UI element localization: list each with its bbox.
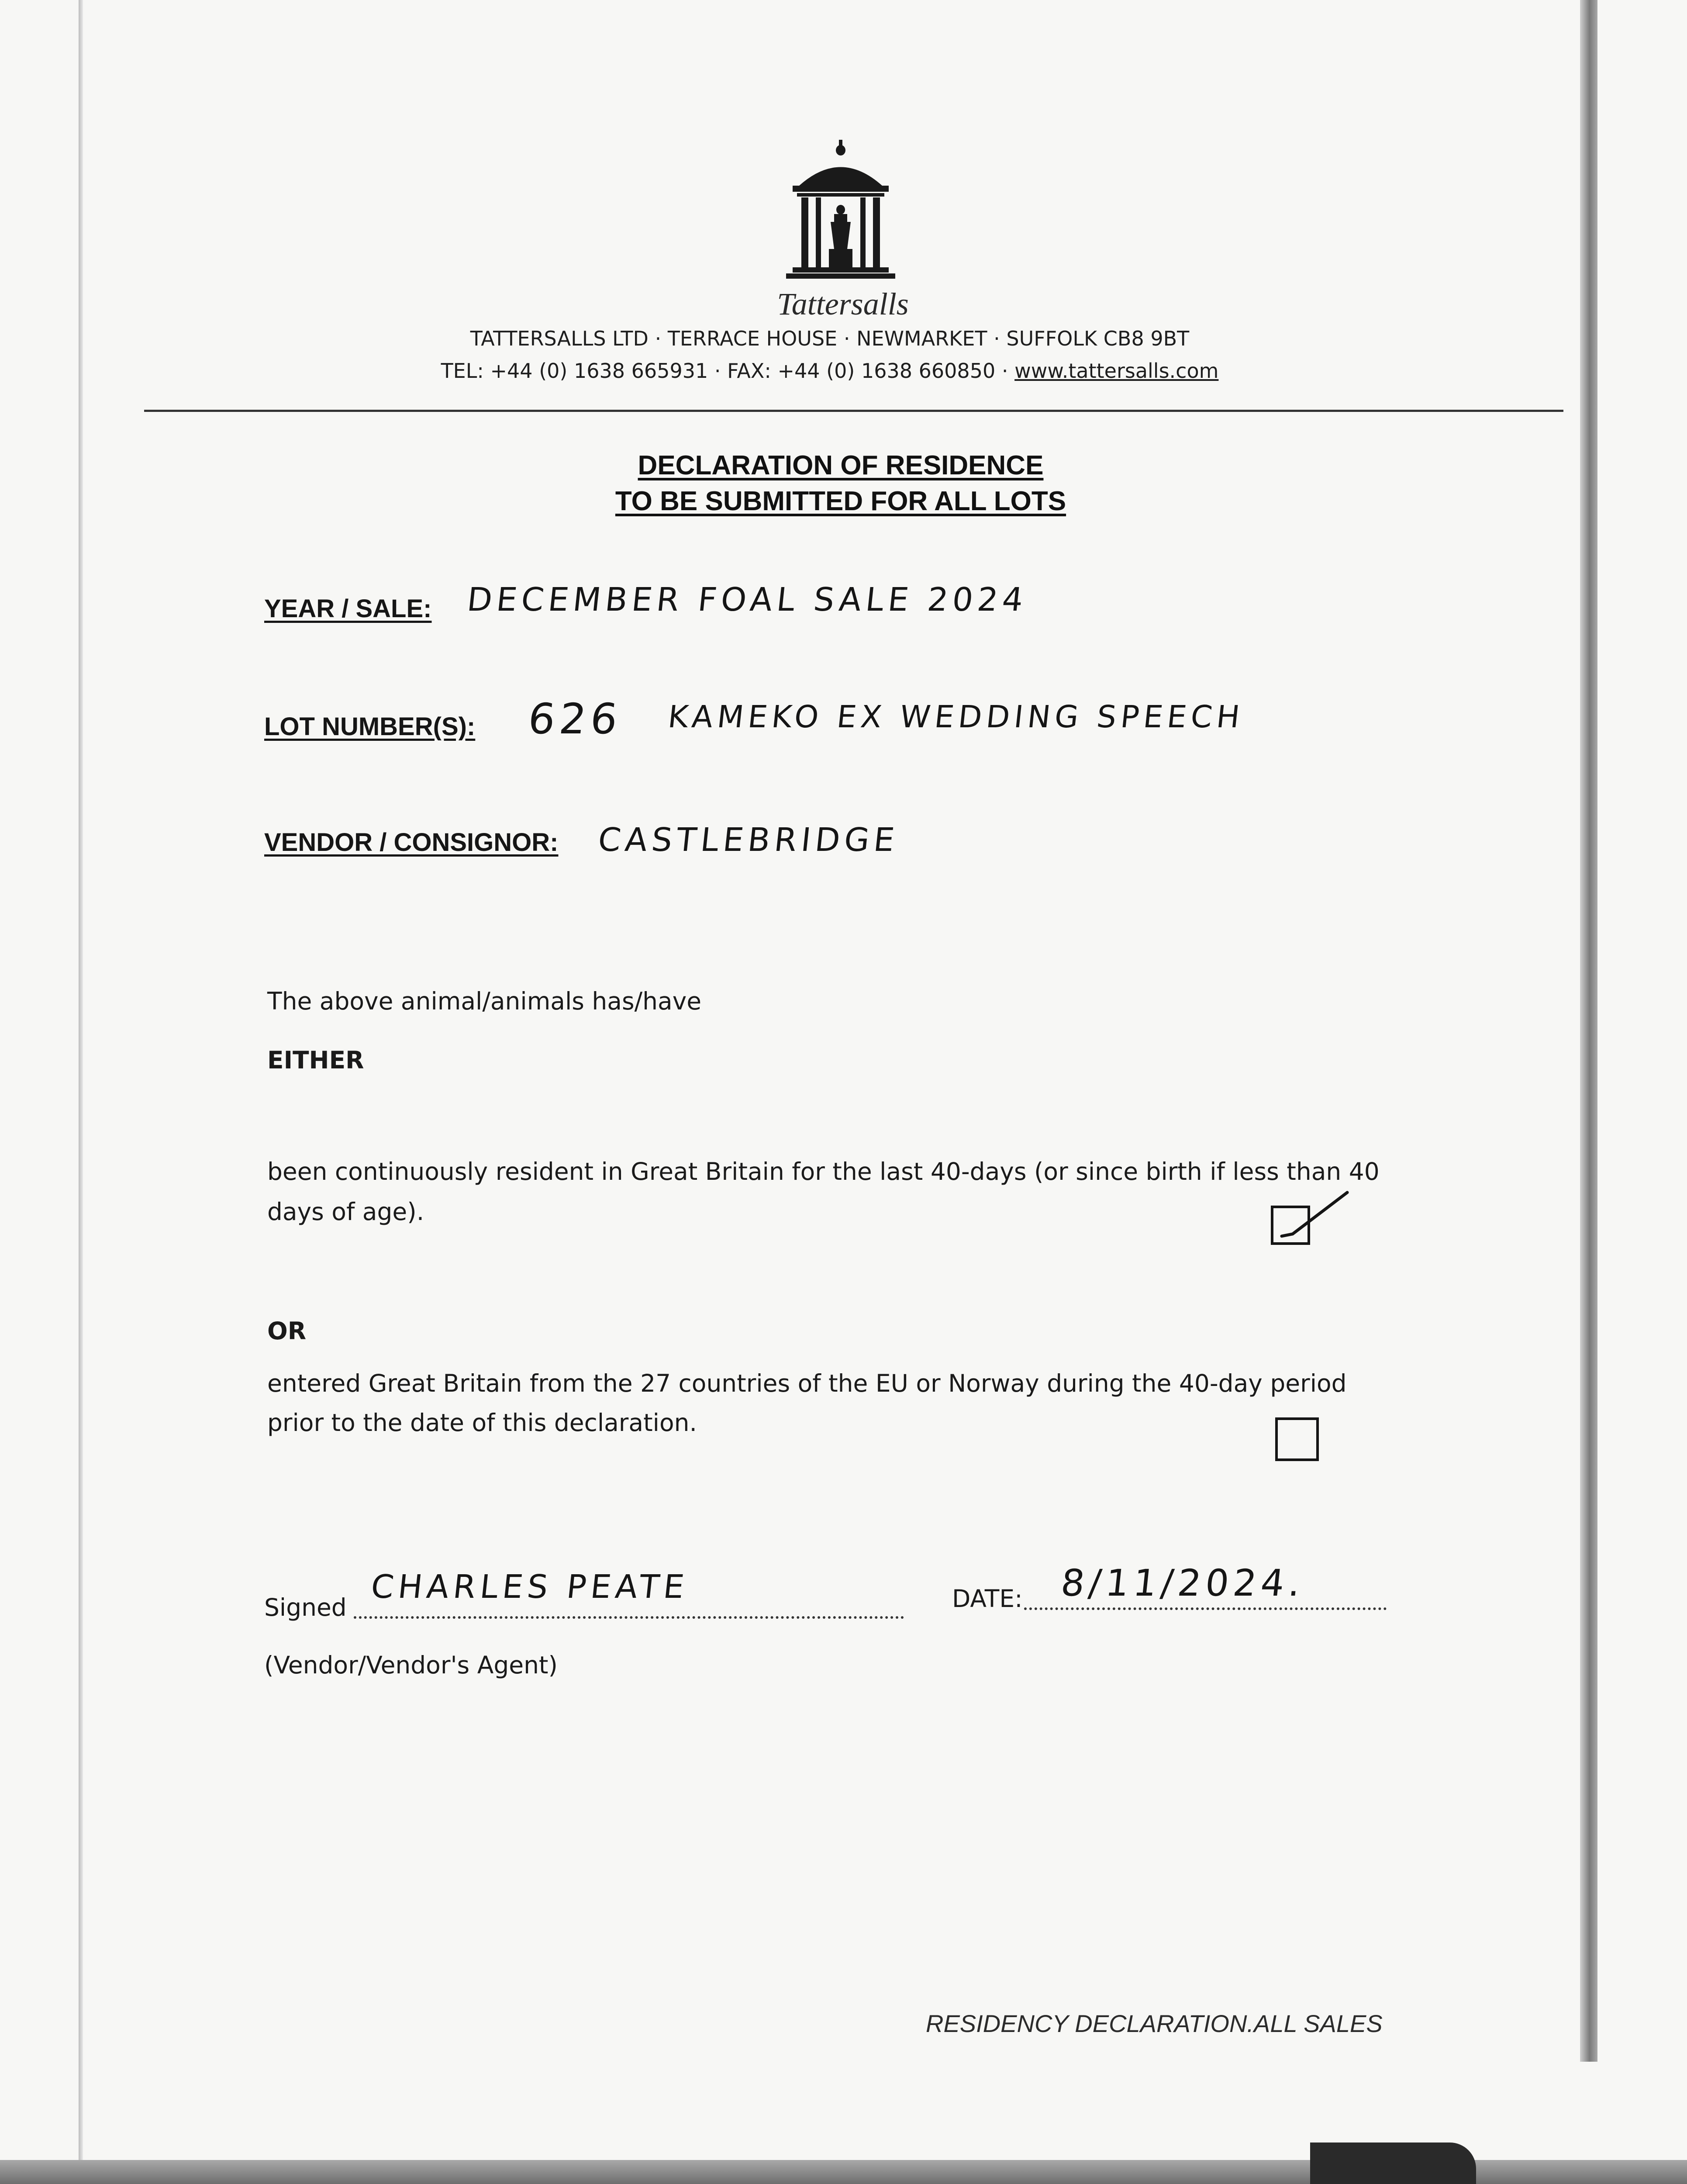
website-link[interactable]: www.tattersalls.com [1014, 359, 1219, 383]
option2-checkbox[interactable] [1275, 1417, 1319, 1461]
date-value[interactable]: 8/11/2024. [1059, 1562, 1307, 1604]
page-left-edge [79, 0, 83, 2184]
year-sale-label: YEAR / SALE: [264, 594, 432, 623]
vendor-consignor-value[interactable]: CASTLEBRIDGE [596, 821, 901, 859]
option1-text-line1: been continuously resident in Great Britain for the last 40-days (or since birth if less than 40 [267, 1158, 1380, 1185]
page-bottom-corner-shadow [1310, 2143, 1476, 2184]
option2-text-line1: entered Great Britain from the 27 countries of the EU or Norway during the 40-day period [267, 1369, 1347, 1397]
signed-label: Signed [264, 1593, 347, 1621]
signature-value[interactable]: CHARLES PEATE [369, 1568, 690, 1606]
letterhead-divider [144, 410, 1563, 412]
address-line: TATTERSALLS LTD · TERRACE HOUSE · NEWMARKET · SUFFOLK CB8 9BT [470, 327, 1190, 350]
lot-number-value[interactable]: 626 [526, 695, 624, 743]
lot-numbers-label: LOT NUMBER(S): [264, 712, 476, 741]
or-heading: OR [267, 1317, 307, 1345]
checkmark-icon [1269, 1184, 1356, 1254]
contact-phone-fax: TEL: +44 (0) 1638 665931 · FAX: +44 (0) 1638 660850 · [441, 359, 1015, 383]
lot-horse-description[interactable]: KAMEKO EX WEDDING SPEECH [666, 699, 1246, 735]
contact-line [306, 359, 1354, 383]
vendor-consignor-label: VENDOR / CONSIGNOR: [264, 828, 559, 857]
option2-text-line2: prior to the date of this declaration. [267, 1409, 697, 1437]
document-subtitle: TO BE SUBMITTED FOR ALL LOTS [615, 486, 1066, 516]
form-footer-code: RESIDENCY DECLARATION.ALL SALES [926, 2010, 1383, 2037]
date-label: DATE: [952, 1585, 1023, 1613]
year-sale-value[interactable]: DECEMBER FOAL SALE 2024 [465, 581, 1029, 619]
document-title: DECLARATION OF RESIDENCE [638, 450, 1044, 480]
either-heading: EITHER [267, 1046, 364, 1074]
signatory-role: (Vendor/Vendor's Agent) [264, 1651, 558, 1679]
brand-wordmark: Tattersalls [777, 287, 909, 321]
page-right-edge-shadow [1580, 0, 1597, 2062]
tattersalls-rotunda-logo-icon [782, 140, 900, 288]
option1-text-line2: days of age). [267, 1198, 424, 1226]
statement-intro: The above animal/animals has/have [267, 987, 702, 1015]
